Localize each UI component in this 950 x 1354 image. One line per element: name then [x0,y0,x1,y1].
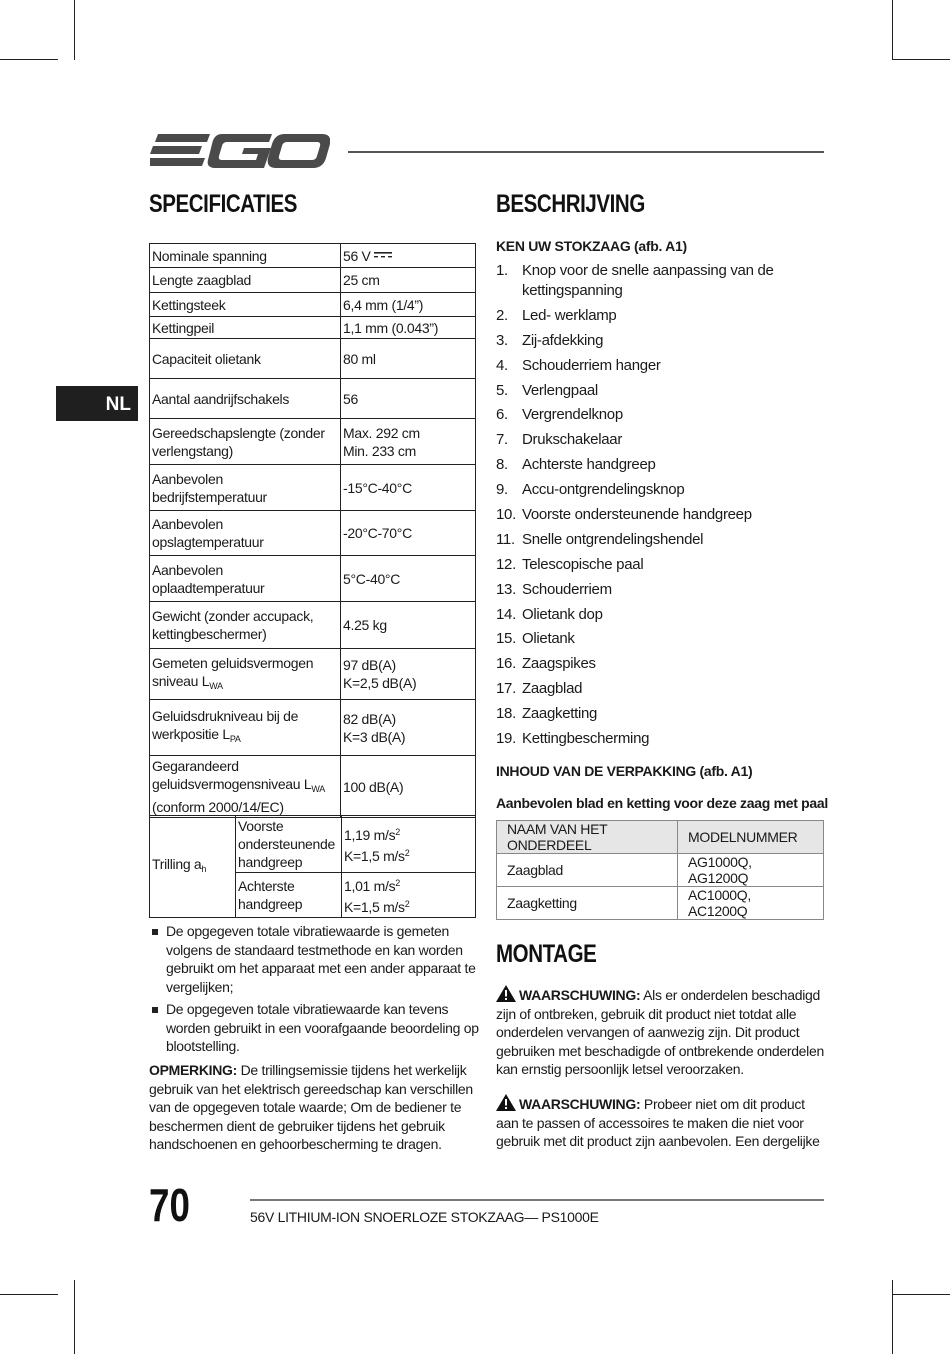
bullet-icon [152,1007,158,1013]
vibration-label: Trilling $a_h$ [150,816,236,918]
table-row [150,419,476,465]
table-row [150,465,476,511]
list-item: 7. Drukschakelaar [496,431,623,449]
spec-value: 1,1 mm (0.043”) [341,317,476,339]
vibration-notes [149,922,479,1060]
list-item: 14. Olietank dop [496,605,603,623]
table-row [150,756,476,818]
spec-label: Aantal aandrijfschakels [150,379,341,419]
table-row [497,854,824,887]
table-row [150,268,476,293]
ego-logo [150,130,330,170]
crop-mark [0,59,58,60]
description-heading: BESCHRIJVING [496,190,645,218]
list-item: 10. Voorste ondersteunende handgreep [496,506,752,524]
warning-triangle-icon [496,1094,516,1111]
spec-label: Kettingpeil [150,317,341,339]
table-row [150,317,476,339]
list-item: 2. Led- werklamp [496,306,617,324]
table-cell: AG1000Q, AG1200Q [678,854,824,887]
list-item: 5. Verlengpaal [496,381,598,399]
footer-title: 56V LITHIUM-ION SNOERLOZE STOKZAAG— PS1000E [250,1209,599,1225]
page-number: 70 [149,1179,190,1231]
list-item: 1. Knop voor de snelle aanpassing van de kettingspanning [496,262,774,299]
language-tab: NL [56,386,138,421]
crop-mark [74,0,75,60]
spec-value: 97 dB(A) K=2,5 dB(A) [341,649,476,700]
vibration-front-label: Voorste ondersteunende handgreep [236,816,342,873]
crop-mark [0,1294,58,1295]
spec-label: Aanbevolen bedrijfstemperatuur [150,465,341,511]
list-item: 8. Achterste handgreep [496,456,656,474]
crop-mark [892,1294,950,1295]
spec-value: Max. 292 cm Min. 233 cm [341,419,476,465]
spec-value: 56 V [341,244,476,268]
crop-mark [892,0,893,60]
spec-label: Lengte zaagblad [150,268,341,293]
list-item: 13. Schouderriem [496,580,612,598]
list-item: 17. Zaagblad [496,680,583,698]
list-item: 4. Schouderriem hanger [496,356,661,374]
table-row [150,244,476,268]
table-row [497,887,824,920]
bullet-icon [152,929,158,935]
table-row [150,649,476,700]
list-item: 9. Accu-ontgrendelingsknop [496,481,685,499]
header-rule [348,151,824,153]
spec-label: Aanbevolen oplaadtemperatuur [150,556,341,602]
spec-value: -20°C-70°C [341,511,476,556]
spec-value: 100 dB(A) [341,756,476,818]
crop-mark [892,59,950,60]
spec-value: 56 [341,379,476,419]
table-row [150,379,476,419]
table-header-row [497,821,824,854]
spec-value: 80 ml [341,339,476,379]
footer-rule [250,1199,824,1201]
list-item: 15. Olietank [496,630,575,648]
table-cell: Zaagblad [497,854,678,887]
list-item: 3. Zij-afdekking [496,331,604,349]
table-row [150,700,476,756]
package-contents-heading: INHOUD VAN DE VERPAKKING (afb. A1) [496,763,753,779]
spec-label: Geluidsdrukniveau bij de werkpositie $L_{PA}$ [150,700,341,756]
recommended-parts-table [496,820,824,920]
column-header: MODELNUMMER [678,821,824,854]
vibration-table [149,815,476,918]
list-item: 16. Zaagspikes [496,655,596,673]
assembly-heading: MONTAGE [496,940,597,968]
warning-triangle-icon [496,985,516,1002]
spec-label: Kettingsteek [150,293,341,317]
column-header: NAAM VAN HET ONDERDEEL [497,821,678,854]
table-row [150,511,476,556]
table-cell: Zaagketting [497,887,678,920]
table-cell: AC1000Q, AC1200Q [678,887,824,920]
spec-table [149,243,476,818]
spec-label: Gegarandeerd geluidsvermogensniveau $L_{WA}$ (conform 2000/14/EC) [150,756,341,818]
crop-mark [74,1280,75,1354]
vibration-rear-value: 1,01 $m/s^2$ K=1,5 $m/s^2$ [342,873,476,918]
list-item: 19. Kettingbescherming [496,730,650,748]
vibration-front-value: 1,19 $m/s^2$ K=1,5 $m/s^2$ [342,816,476,873]
table-row [150,556,476,602]
list-item: 18. Zaagketting [496,705,598,723]
spec-value: 82 dB(A) K=3 dB(A) [341,700,476,756]
table-row [150,602,476,649]
spec-value: 6,4 mm (1/4”) [341,293,476,317]
spec-label: Gemeten geluidsvermogen sniveau $L_{WA}$ [150,649,341,700]
spec-value: 5°C-40°C [341,556,476,602]
list-item: 6. Vergrendelknop [496,406,623,424]
parts-list [496,261,826,754]
spec-label: Gereedschapslengte (zonder verlengstang) [150,419,341,465]
recommended-parts-heading: Aanbevolen blad en ketting voor deze zaag met paal [496,795,828,811]
spec-value: 25 cm [341,268,476,293]
dc-symbol-icon [374,251,392,259]
list-item: 11. Snelle ontgrendelingshendel [496,530,704,548]
table-row [150,293,476,317]
know-your-saw-heading: KEN UW STOKZAAG (afb. A1) [496,238,687,254]
spec-label: Nominale spanning [150,244,341,268]
table-row [150,339,476,379]
specs-heading: SPECIFICATIES [149,190,298,218]
list-item: 12. Telescopische paal [496,555,644,573]
list-item: De opgegeven totale vibratiewaarde kan tevens worden gebruikt in een voorafgaande beoordeling op blootstelling. [149,1000,479,1056]
spec-value: 4.25 kg [341,602,476,649]
vibration-rear-label: Achterste handgreep [236,873,342,918]
list-item: De opgegeven totale vibratiewaarde is gemeten volgens de standaard testmethode en kan worden gebruikt om het apparaat met een ander apparaat te vergelijken; [149,922,479,996]
table-row [150,816,476,873]
warning-paragraph: WAARSCHUWING: Probeer niet om dit product aan te passen of accessoires te maken die niet voor gebruik met dit product zijn aanbevolen. Een dergelijke [496,1096,820,1149]
spec-value: -15°C-40°C [341,465,476,511]
spec-label: Gewicht (zonder accupack, kettingbeschermer) [150,602,341,649]
warning-paragraph: WAARSCHUWING: Als er onderdelen beschadigd zijn of ontbreken, gebruik dit product niet totdat alle onderdelen vervangen of aanwezig zijn. Dit product gebruiken met beschadigde of ontbrekende onderdelen kan ernstig persoonlijk letsel veroorzaken. [496,987,824,1077]
crop-mark [892,1280,893,1354]
note-paragraph: OPMERKING: De trillingsemissie tijdens het werkelijk gebruik van het elektrisch gereedschap kan verschillen van de opgegeven totale waarde; Om de bediener te beschermen dient de gebruiker tijdens het gebruik handschoenen en gehoorbescherming te dragen. [149,1062,473,1152]
spec-label: Aanbevolen opslagtemperatuur [150,511,341,556]
spec-label: Capaciteit olietank [150,339,341,379]
